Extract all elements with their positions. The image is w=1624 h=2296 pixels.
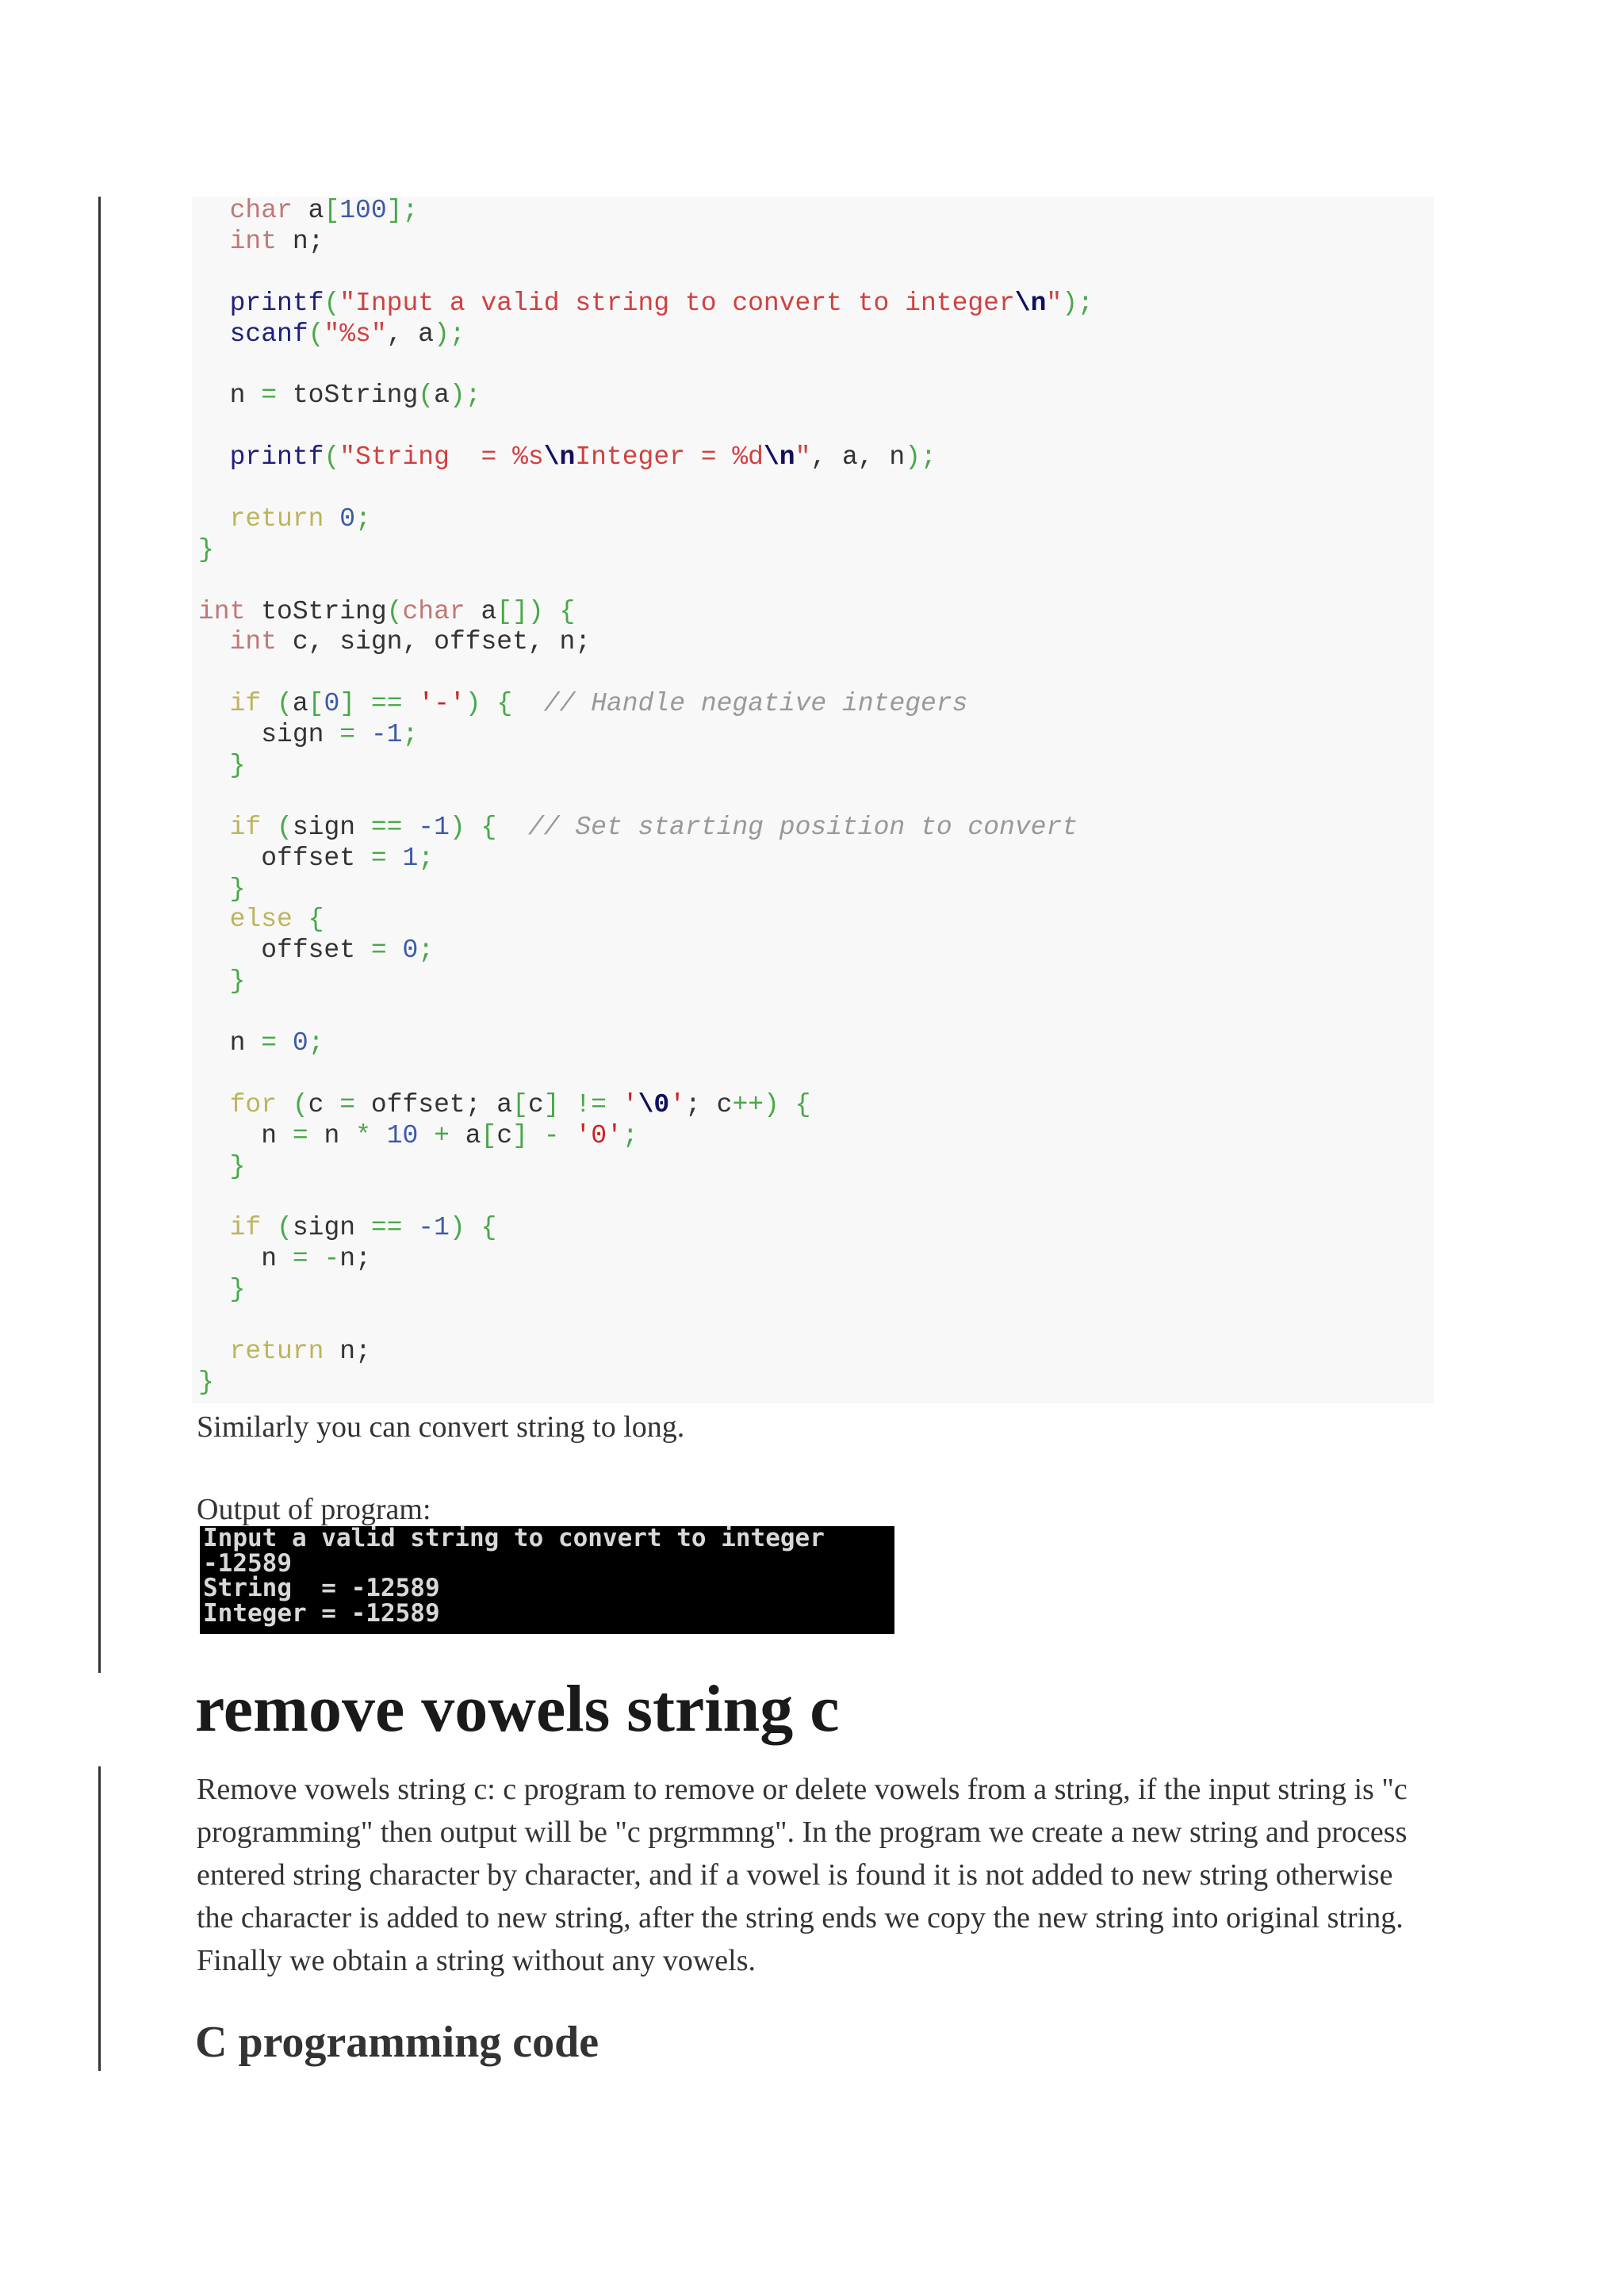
code-token: \0 xyxy=(638,1089,670,1119)
code-token: - xyxy=(543,1120,560,1150)
code-token: if xyxy=(229,812,262,842)
code-token: a xyxy=(292,196,324,225)
code-token: c xyxy=(496,1120,513,1150)
code-line xyxy=(198,1337,1094,1368)
code-token: 0 xyxy=(324,689,340,719)
code-token xyxy=(198,320,230,349)
code-token: toString xyxy=(245,596,387,626)
code-token: \n xyxy=(763,442,795,473)
code-token: int xyxy=(229,226,278,256)
code-token: } xyxy=(229,751,246,781)
code-token xyxy=(198,966,230,996)
code-token: ] xyxy=(512,1120,528,1150)
code-line xyxy=(198,320,1094,350)
code-line xyxy=(198,658,1094,689)
code-token: = xyxy=(370,843,387,873)
code-token: int xyxy=(198,596,246,626)
console-output-image xyxy=(200,1526,894,1634)
code-token: char xyxy=(402,596,465,626)
code-token: ( xyxy=(418,381,435,411)
code-token xyxy=(198,1213,230,1242)
code-token: = xyxy=(292,1120,308,1150)
code-token: n; xyxy=(324,1336,371,1366)
code-token xyxy=(198,689,230,718)
code-token: '-' xyxy=(418,689,465,719)
code-line xyxy=(198,874,1094,905)
code-token: ( xyxy=(277,689,293,719)
code-token: Integer = %d xyxy=(575,442,764,473)
code-token: ' xyxy=(622,1089,638,1119)
code-token: = xyxy=(292,1244,308,1274)
code-token: } xyxy=(229,966,246,997)
code-line xyxy=(198,1028,1094,1059)
code-token xyxy=(261,1213,277,1242)
code-token: n; xyxy=(277,226,324,256)
code-token: "Input a valid string to convert to integer xyxy=(339,288,1015,318)
code-token: c xyxy=(308,1089,340,1119)
code-token xyxy=(198,504,230,534)
code-line xyxy=(198,258,1094,289)
code-token: a xyxy=(449,1120,481,1150)
code-token: else xyxy=(229,905,293,935)
code-token: 0 xyxy=(292,1028,308,1058)
code-token: ; xyxy=(355,503,371,534)
code-token: if xyxy=(229,689,262,719)
code-token: 0 xyxy=(402,936,419,966)
code-token: = xyxy=(370,936,387,966)
code-token: ; xyxy=(418,843,435,873)
console-line: Input a valid string to convert to integer xyxy=(203,1524,825,1552)
code-token: { xyxy=(308,905,324,935)
code-token xyxy=(355,689,371,718)
code-token xyxy=(355,720,371,749)
code-token: sign xyxy=(198,720,340,750)
code-token: ) { xyxy=(465,689,513,719)
code-token: 0 xyxy=(339,503,356,534)
code-token xyxy=(198,1337,230,1366)
code-token: offset xyxy=(198,936,371,966)
code-line xyxy=(198,1275,1094,1306)
code-token: \n xyxy=(543,442,576,473)
code-token: n xyxy=(308,1120,356,1150)
code-token xyxy=(512,689,544,718)
code-token: == xyxy=(370,812,403,842)
code-token: ) { xyxy=(449,812,497,842)
code-token: ); xyxy=(434,319,465,349)
code-token xyxy=(198,813,230,842)
code-token: = xyxy=(261,1028,278,1058)
code-token xyxy=(198,196,230,225)
code-token: n xyxy=(198,381,262,411)
code-line xyxy=(198,196,1094,227)
code-token: 1 xyxy=(402,843,419,873)
code-token: ++) { xyxy=(732,1089,811,1119)
code-token: offset; a xyxy=(355,1089,513,1119)
code-token xyxy=(261,689,277,718)
code-line xyxy=(198,627,1094,658)
code-token: return xyxy=(229,503,324,534)
code-line xyxy=(198,689,1094,720)
code-token: [ xyxy=(308,689,324,719)
code-token xyxy=(528,1121,544,1150)
code-line xyxy=(198,1059,1094,1090)
code-token: } xyxy=(229,874,246,904)
code-line xyxy=(198,473,1094,504)
code-token xyxy=(198,1090,230,1119)
code-token: \n xyxy=(1014,288,1047,318)
code-token xyxy=(371,1121,387,1150)
code-token: ; xyxy=(622,1120,638,1150)
code-line xyxy=(198,289,1094,320)
code-token: ; xyxy=(308,1028,324,1058)
code-line xyxy=(198,1306,1094,1337)
code-line xyxy=(198,997,1094,1028)
code-token xyxy=(198,627,230,656)
code-token: n; xyxy=(339,1244,371,1274)
code-token: // Handle negative integers xyxy=(543,689,968,719)
code-line xyxy=(198,1183,1094,1214)
code-token: } xyxy=(229,1151,246,1181)
code-token: * xyxy=(355,1120,371,1150)
code-line xyxy=(198,936,1094,966)
code-token: } xyxy=(198,1367,214,1397)
code-line xyxy=(198,720,1094,751)
code-token: ] xyxy=(339,689,356,719)
code-line xyxy=(198,1090,1094,1121)
code-line xyxy=(198,381,1094,411)
code-line xyxy=(198,411,1094,442)
code-token xyxy=(607,1090,622,1119)
code-token: ( xyxy=(308,319,324,349)
code-token: [ xyxy=(481,1120,497,1150)
code-token xyxy=(387,936,403,965)
code-token: ( xyxy=(324,288,340,318)
code-token: ( xyxy=(277,1213,293,1243)
code-line xyxy=(198,751,1094,782)
code-token: [ xyxy=(324,196,340,225)
console-line: String = -12589 xyxy=(203,1574,440,1602)
code-token xyxy=(293,905,308,934)
code-token: a xyxy=(434,381,450,411)
code-token: n xyxy=(198,1028,262,1058)
console-line: -12589 xyxy=(203,1548,292,1578)
code-token: ) { xyxy=(449,1213,497,1243)
code-token: n xyxy=(198,1244,293,1274)
code-token: ); xyxy=(1062,288,1094,318)
code-token: - xyxy=(324,1244,340,1274)
code-token: // Set starting position to convert xyxy=(527,812,1078,842)
code-token xyxy=(198,874,230,904)
code-token xyxy=(308,1244,324,1273)
code-token: ( xyxy=(386,596,403,626)
code-token: scanf xyxy=(229,319,308,349)
output-label: Output of program: xyxy=(197,1493,431,1526)
code-line xyxy=(198,813,1094,844)
code-token xyxy=(496,813,528,842)
code-token: " xyxy=(795,442,811,473)
code-token xyxy=(198,1152,230,1181)
code-token xyxy=(261,813,277,842)
code-token xyxy=(560,1121,576,1150)
code-line xyxy=(198,1152,1094,1183)
code-token xyxy=(418,1121,434,1150)
code-line xyxy=(198,844,1094,874)
code-token: toString xyxy=(277,381,419,411)
code-token xyxy=(403,689,419,718)
code-token: ); xyxy=(449,381,481,411)
code-token: a xyxy=(465,596,497,626)
code-token: 10 xyxy=(386,1120,419,1150)
code-token: ; xyxy=(418,936,435,966)
code-token: printf xyxy=(229,442,324,473)
blockquote-rule-top xyxy=(98,197,101,1673)
code-token: c xyxy=(527,1089,544,1119)
code-token xyxy=(198,442,230,472)
code-token: -1 xyxy=(418,1213,450,1243)
code-line xyxy=(198,504,1094,535)
code-token: if xyxy=(229,1213,262,1243)
code-token: "String = %s xyxy=(339,442,544,473)
code-token: for xyxy=(229,1089,278,1119)
sub-heading: C programming code xyxy=(195,2018,599,2067)
code-token: offset xyxy=(198,843,371,873)
code-line xyxy=(198,905,1094,936)
code-token: + xyxy=(434,1120,450,1150)
code-token xyxy=(324,504,339,534)
code-token: printf xyxy=(229,288,324,318)
code-token: [ xyxy=(512,1089,528,1119)
code-token: '0' xyxy=(575,1120,622,1150)
code-line xyxy=(198,442,1094,473)
code-token: , a, n xyxy=(810,442,906,473)
code-token: ( xyxy=(277,812,293,842)
code-token: ( xyxy=(292,1089,308,1119)
code-token: ( xyxy=(324,442,340,473)
code-token: n xyxy=(198,1120,293,1150)
code-token: = xyxy=(339,720,356,750)
code-token: sign xyxy=(292,1213,371,1243)
code-line xyxy=(198,966,1094,997)
console-line: Integer = -12589 xyxy=(203,1598,440,1628)
code-token: int xyxy=(229,627,278,657)
code-token: return xyxy=(229,1336,324,1366)
code-token: -1 xyxy=(370,720,403,750)
code-line xyxy=(198,535,1094,566)
code-line xyxy=(198,782,1094,813)
code-token xyxy=(198,227,230,256)
code-token: ; xyxy=(402,720,419,750)
code-token: " xyxy=(1046,288,1063,318)
code-token: == xyxy=(370,1213,403,1243)
code-token: "%s" xyxy=(324,319,387,349)
code-token: , a xyxy=(386,319,435,349)
code-token: ); xyxy=(905,442,936,473)
code-token: ' xyxy=(669,1089,686,1119)
code-line xyxy=(198,1121,1094,1152)
code-token xyxy=(402,813,418,842)
code-token: ; c xyxy=(685,1089,733,1119)
code-line xyxy=(198,566,1094,597)
code-token: -1 xyxy=(418,812,450,842)
code-token: ] xyxy=(543,1089,560,1119)
code-token: } xyxy=(229,1275,246,1305)
code-token: c, sign, offset, n; xyxy=(277,627,592,657)
code-token xyxy=(277,1028,293,1058)
code-token: != xyxy=(575,1089,607,1119)
code-token xyxy=(387,844,403,873)
code-line xyxy=(198,227,1094,258)
code-token xyxy=(277,1090,293,1119)
code-listing xyxy=(198,196,1094,1399)
blockquote-rule-bottom xyxy=(98,1766,101,2071)
code-token: ]; xyxy=(386,196,419,225)
code-line xyxy=(198,350,1094,381)
code-token xyxy=(198,905,230,934)
code-line xyxy=(198,597,1094,628)
code-token: == xyxy=(370,689,403,719)
code-token: } xyxy=(198,534,214,564)
code-token: []) { xyxy=(496,596,576,626)
code-line xyxy=(198,1244,1094,1275)
code-line xyxy=(198,1368,1094,1399)
code-token xyxy=(198,751,230,780)
code-line xyxy=(198,1213,1094,1244)
code-token xyxy=(198,289,230,318)
code-token xyxy=(560,1090,576,1119)
code-token xyxy=(402,1213,418,1242)
code-token: sign xyxy=(292,812,371,842)
code-token: char xyxy=(229,196,293,225)
code-token xyxy=(198,1275,230,1304)
code-token: = xyxy=(261,381,278,411)
section-heading: remove vowels string c xyxy=(195,1672,840,1746)
code-token: = xyxy=(339,1089,356,1119)
code-token: a xyxy=(292,689,308,719)
similar-text: Similarly you can convert string to long. xyxy=(197,1410,685,1444)
code-token: 100 xyxy=(339,196,387,225)
body-paragraph: Remove vowels string c: c program to remove or delete vowels from a string, if the input string is "c programming" then output will be "c prgrmmng". In the program we create a new string and process entered string character by character, and if a vowel is found it is not added to new string otherwise the character is added to new string, after the string ends we copy the new string into original string. Finally we obtain a string without any vowels. xyxy=(197,1773,1408,1977)
